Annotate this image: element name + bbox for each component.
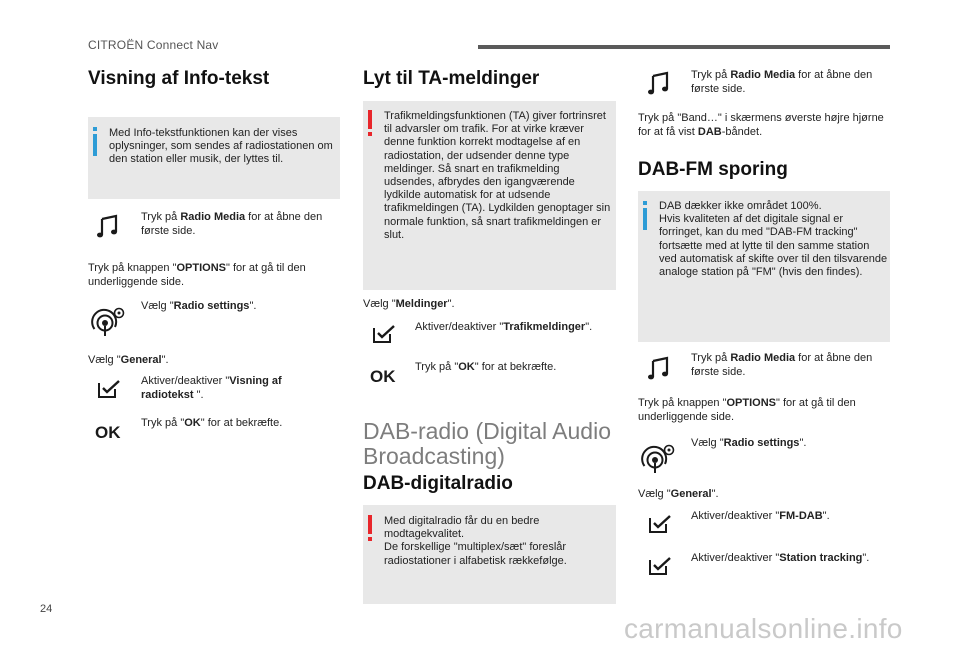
step-select-general: Vælg "General". bbox=[88, 354, 169, 366]
warning-box-ta bbox=[363, 101, 616, 290]
watermark: carmanualsonline.info bbox=[624, 613, 903, 644]
step-press-ok: Tryk på "OK" for at bekræfte. bbox=[141, 417, 283, 429]
manual-header-title: CITROËN Connect Nav bbox=[88, 38, 219, 52]
warning-box-text: Med digitalradio får du en bedre modtagekvalitet. De forskellige "multiplex/sæt" foreslår radiostationer i alfabetisk rækkefølge. bbox=[384, 515, 567, 567]
step-press-options: Tryk på knappen "OPTIONS" for at gå til den underliggende side. bbox=[88, 262, 306, 288]
info-icon-dot bbox=[643, 201, 647, 205]
warning-box-dab bbox=[363, 505, 616, 604]
step-press-ok: Tryk på "OK" for at bekræfte. bbox=[415, 361, 557, 373]
header-divider bbox=[478, 45, 890, 49]
step-open-radio-media: Tryk på Radio Media for at åbne den første side. bbox=[691, 69, 873, 95]
section-heading-info-text: Visning af Info-tekst bbox=[88, 68, 270, 89]
step-select-general: Vælg "General". bbox=[638, 488, 719, 500]
step-toggle-fm-dab: Aktiver/deaktiver "FM-DAB". bbox=[691, 510, 830, 522]
music-note-icon bbox=[96, 214, 122, 240]
step-select-meldinger: Vælg "Meldinger". bbox=[363, 298, 455, 310]
warning-icon bbox=[368, 110, 372, 129]
section-heading-ta: Lyt til TA-meldinger bbox=[363, 68, 540, 89]
info-box-text: DAB dækker ikke området 100%. Hvis kvaliteten af det digitale signal er forringet, kan du med "DAB-FM tracking" fortsætte med at lytte til den samme station ved automatisk af skifte over til den tilsvarende analoge station på "FM" (hvis den findes). bbox=[659, 200, 888, 279]
warning-icon-dot bbox=[368, 537, 372, 541]
step-press-options: Tryk på knappen "OPTIONS" for at gå til den underliggende side. bbox=[638, 397, 856, 423]
warning-icon bbox=[368, 515, 372, 534]
step-open-radio-media: Tryk på Radio Media for at åbne den første side. bbox=[141, 211, 323, 237]
radio-settings-icon bbox=[91, 305, 127, 337]
info-icon bbox=[93, 134, 97, 156]
step-toggle-station-tracking: Aktiver/deaktiver "Station tracking". bbox=[691, 552, 870, 564]
checkbox-icon bbox=[372, 324, 396, 344]
step-press-band: Tryk på "Band…" i skærmens øverste højre hjørne for at få vist DAB-båndet. bbox=[638, 112, 884, 138]
ok-icon: OK bbox=[370, 367, 396, 386]
ok-icon: OK bbox=[95, 423, 121, 442]
chapter-title-dab-radio: DAB-radio (Digital Audio Broadcasting) bbox=[363, 418, 612, 469]
step-toggle-trafikmeldinger: Aktiver/deaktiver "Trafikmeldinger". bbox=[415, 321, 593, 333]
step-select-radio-settings: Vælg "Radio settings". bbox=[691, 437, 807, 449]
step-open-radio-media: Tryk på Radio Media for at åbne den første side. bbox=[691, 352, 873, 378]
checkbox-icon bbox=[97, 379, 121, 399]
warning-box-text: Trafikmeldingsfunktionen (TA) giver fortrinsret til advarsler om trafik. For at virke kræver denne funktion korrekt modtagelse af en radiostation, der udsender denne type meldinger. Så snart en trafikmelding udsendes, afbrydes den igangværende lydkilde automatisk for at udsende trafikmeldingen (TA). Lydkilden genoptager sin normale funktion, så snart trafikmeldingen er slut. bbox=[384, 110, 611, 241]
section-heading-dab-fm: DAB-FM sporing bbox=[638, 159, 788, 180]
page-number: 24 bbox=[40, 603, 53, 615]
info-box-dab-fm bbox=[638, 191, 890, 342]
radio-settings-icon bbox=[641, 442, 677, 474]
info-box-info-text bbox=[88, 117, 340, 199]
info-box-text: Med Info-tekstfunktionen kan der vises oplysninger, som sendes af radiostationen om den station eller musik, der lyttes til. bbox=[109, 127, 333, 166]
checkbox-icon bbox=[648, 556, 672, 576]
info-icon bbox=[643, 208, 647, 230]
section-heading-dab-digital: DAB-digitalradio bbox=[363, 473, 513, 494]
music-note-icon bbox=[647, 71, 673, 97]
info-icon-dot bbox=[93, 127, 97, 131]
warning-icon-dot bbox=[368, 132, 372, 136]
step-select-radio-settings: Vælg "Radio settings". bbox=[141, 300, 257, 312]
checkbox-icon bbox=[648, 514, 672, 534]
music-note-icon bbox=[647, 356, 673, 382]
step-toggle-radiotext: Aktiver/deaktiver "Visning af radiotekst ". bbox=[141, 375, 282, 401]
